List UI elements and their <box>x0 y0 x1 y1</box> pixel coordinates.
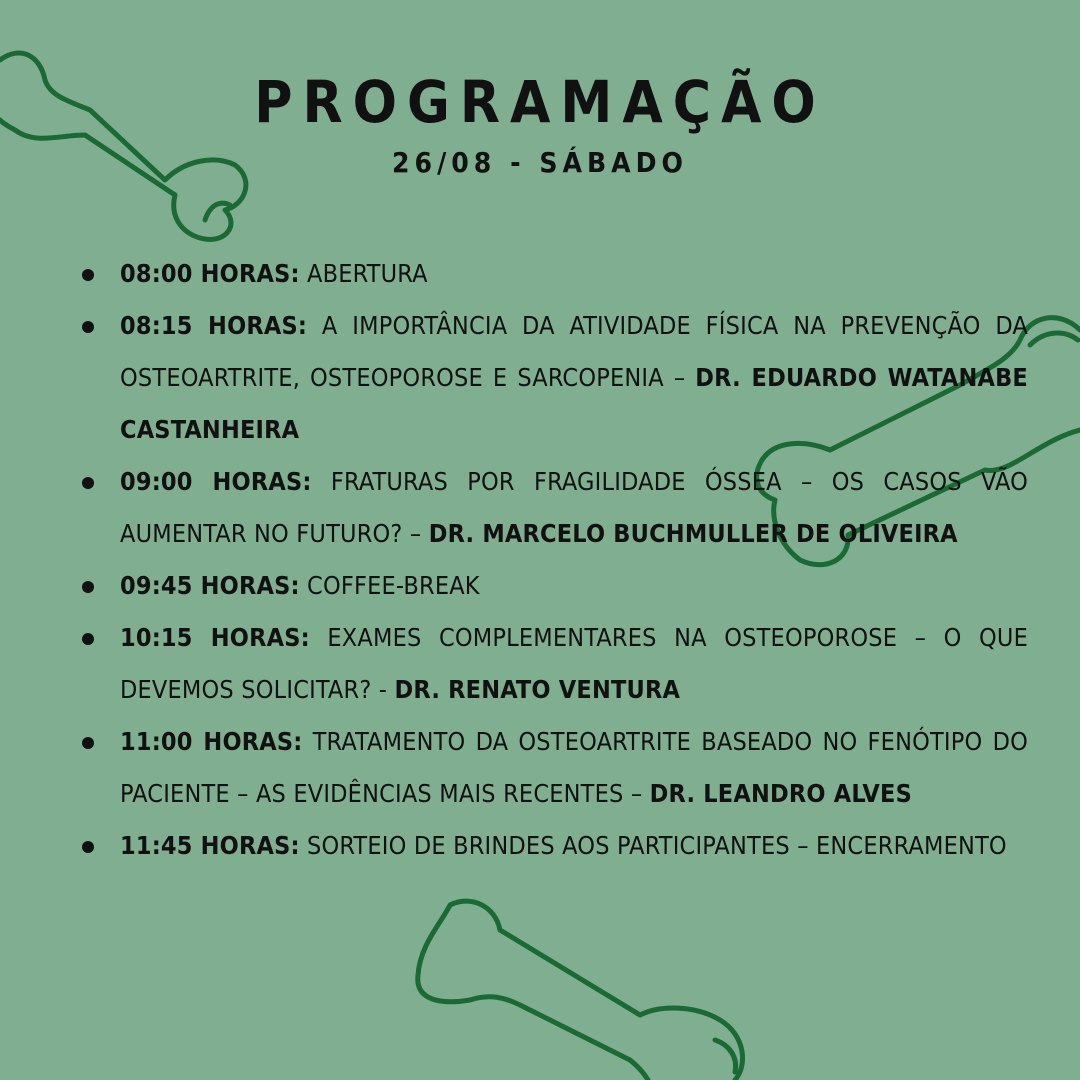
schedule-time: 08:15 HORAS: <box>120 311 308 340</box>
schedule-item <box>120 612 1028 716</box>
schedule-speaker: DR. MARCELO BUCHMULLER DE OLIVEIRA <box>428 519 958 548</box>
schedule-time: 08:00 HORAS: <box>120 259 300 288</box>
schedule-item <box>120 300 1028 456</box>
bone-icon <box>418 901 743 1080</box>
schedule-description: EXAMES COMPLEMENTARES NA OSTEOPOROSE – O QUE DEVEMOS SOLICITAR? - <box>120 623 1029 704</box>
bullet-icon <box>82 737 94 749</box>
schedule-speaker: DR. EDUARDO WATANABE CASTANHEIRA <box>120 363 1028 444</box>
schedule-item <box>120 820 1028 872</box>
bullet-icon <box>82 477 94 489</box>
bullet-icon <box>82 321 94 333</box>
schedule-speaker: DR. LEANDRO ALVES <box>649 779 912 808</box>
bullet-icon <box>82 633 94 645</box>
schedule-description: ABERTURA <box>299 259 428 288</box>
schedule-time: 11:00 HORAS: <box>120 727 303 756</box>
date-subtitle: 26/08 - SÁBADO <box>392 146 688 179</box>
schedule-item <box>120 560 1028 612</box>
schedule-time: 10:15 HORAS: <box>120 623 310 652</box>
schedule-item <box>120 248 1028 300</box>
page-title: PROGRAMAÇÃO <box>254 68 826 136</box>
schedule-speaker: DR. RENATO VENTURA <box>394 675 681 704</box>
schedule-time: 09:45 HORAS: <box>120 571 300 600</box>
schedule-description: TRATAMENTO DA OSTEOARTRITE BASEADO NO FENÓTIPO DO PACIENTE – AS EVIDÊNCIAS MAIS RECENTES – <box>120 727 1028 808</box>
schedule-time: 11:45 HORAS: <box>120 831 300 860</box>
schedule-item <box>120 456 1028 560</box>
schedule-time: 09:00 HORAS: <box>120 467 312 496</box>
bullet-icon <box>82 581 94 593</box>
bullet-icon <box>82 269 94 281</box>
schedule-description: COFFEE-BREAK <box>299 571 480 600</box>
schedule-description: FRATURAS POR FRAGILIDADE ÓSSEA – OS CASOS VÃO AUMENTAR NO FUTURO? – <box>120 467 1028 548</box>
schedule-description: SORTEIO DE BRINDES AOS PARTICIPANTES – ENCERRAMENTO <box>299 831 1007 860</box>
schedule-description: A IMPORTÂNCIA DA ATIVIDADE FÍSICA NA PREVENÇÃO DA OSTEOARTRITE, OSTEOPOROSE E SARCOPENIA – <box>120 311 1028 392</box>
schedule-list <box>120 248 1028 872</box>
schedule-item <box>120 716 1028 820</box>
bullet-icon <box>82 841 94 853</box>
